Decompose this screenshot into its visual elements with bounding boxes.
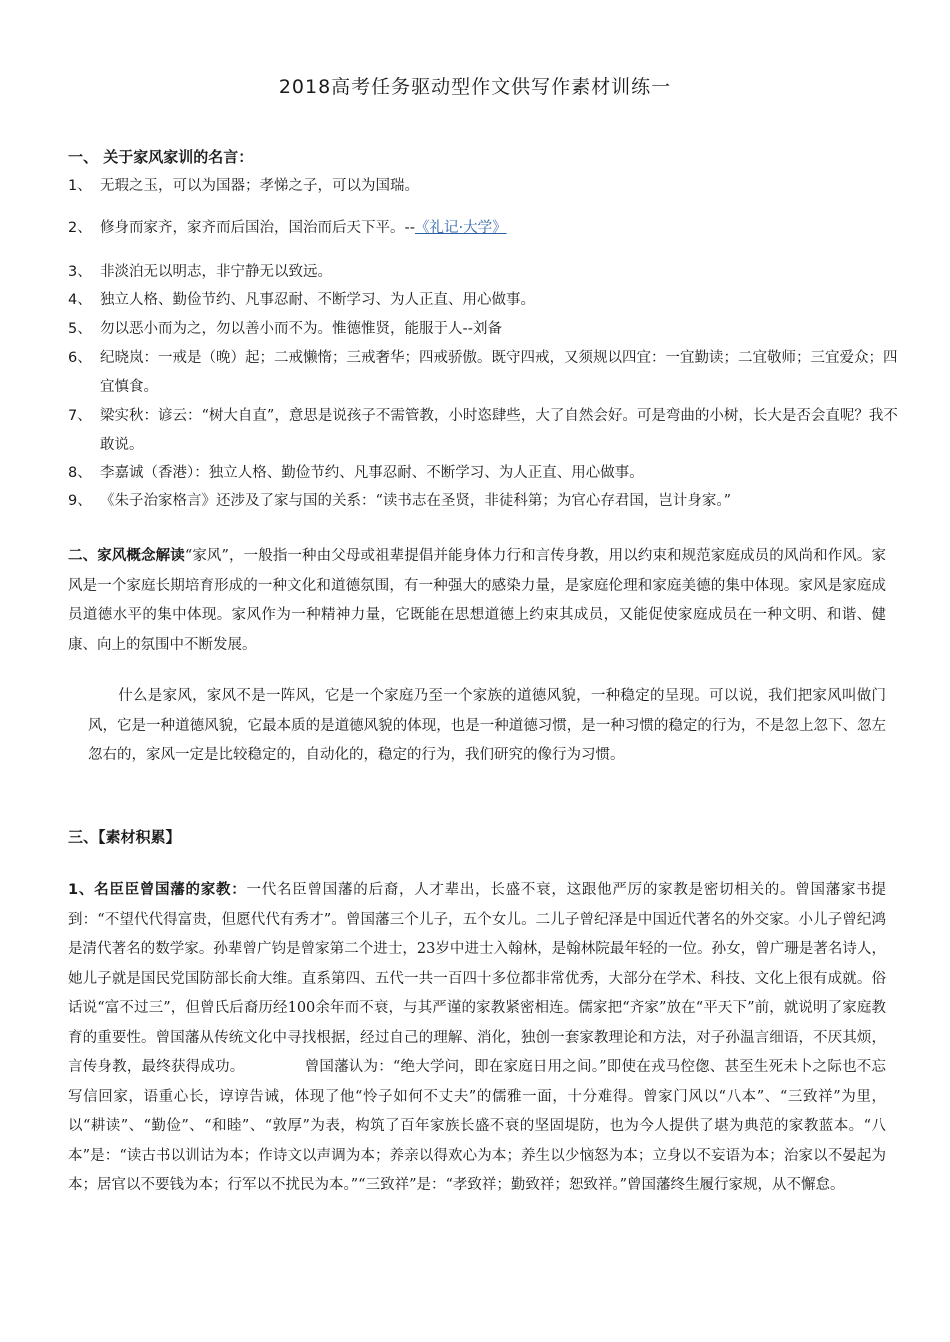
quote-number: 2、 <box>68 220 92 236</box>
quote-text: 无瑕之玉，可以为国器；孝悌之子，可以为国瑞。 <box>100 178 419 194</box>
quote-number: 1、 <box>68 178 92 194</box>
quote-number: 6、 <box>68 350 92 366</box>
document-title: 2018高考任务驱动型作文供写作素材训练一 <box>278 76 672 98</box>
section2-paragraph-2 <box>88 682 886 771</box>
quote-item <box>68 315 898 344</box>
quote-item <box>68 487 898 516</box>
quote-item <box>68 286 898 315</box>
quote-number: 9、 <box>68 493 92 509</box>
section2-body-2: 什么是家风，家风不是一阵风，它是一个家庭乃至一个家族的道德风貌，一种稳定的呈现。可以说，我们把家风叫做门风，它是一种道德风貌，它最本质的是道德风貌的体现，也是一种道德习惯，是一种习惯的稳定的行为，不是忽上忽下、忽左忽右的，家风一定是比较稳定的，自动化的，稳定的行为，我们研究的像行为习惯。 <box>88 688 886 763</box>
source-link[interactable]: 《礼记·大学》 <box>414 220 507 236</box>
quote-item <box>68 344 898 402</box>
quote-item <box>68 214 898 243</box>
quote-text: 梁实秋：谚云：“树大自直”，意思是说孩子不需管教，小时恣肆些，大了自然会好。可是弯曲的小树，长大是否会直呢？我不敢说。 <box>100 408 898 453</box>
quote-text: 勿以恶小而为之，勿以善小而不为。 <box>100 321 332 337</box>
section2-paragraph <box>68 542 886 660</box>
section1-heading: 一、 关于家风家训的名言： <box>68 148 254 166</box>
quote-text: 独立人格、勤俭节约、凡事忍耐、不断学习、为人正直、用心做事。 <box>100 292 535 308</box>
section3-heading: 三、【素材积累】 <box>68 828 181 846</box>
section2-body: “家风”，一般指一种由父母或祖辈提倡并能身体力行和言传身教，用以约束和规范家庭成员的风尚和作风。家风是一个家庭长期培育形成的一种文化和道德氛围，有一种强大的感染力量，是家庭伦理和家庭美德的集中体现。家风是家庭成员道德水平的集中体现。家风作为一种精神力量，它既能在思想道德上约束其成员，又能促使家庭成员在一种文明、和谐、健康、向上的氛围中不断发展。 <box>68 548 886 653</box>
quote-text: 李嘉诚（香港）：独立人格、勤俭节约、凡事忍耐、不断学习、为人正直、用心做事。 <box>100 465 644 481</box>
quote-text: 修身而家齐，家齐而后国治，国治而后天下平。-- <box>100 220 415 236</box>
quote-item <box>68 402 898 460</box>
material-item-heading: 1、名臣臣曾国藩的家教： <box>68 882 247 898</box>
quote-item <box>68 459 898 488</box>
quote-number: 8、 <box>68 465 92 481</box>
quote-item <box>68 172 898 201</box>
material-item-1 <box>68 876 886 1201</box>
quote-number: 3、 <box>68 264 92 280</box>
quote-text: 非淡泊无以明志，非宁静无以致远。 <box>100 264 332 280</box>
quote-item <box>68 258 898 287</box>
material-item-body: 一代名臣曾国藩的后裔，人才辈出，长盛不衰，这跟他严厉的家教是密切相关的。曾国藩家书提到：“不望代代得富贵，但愿代代有秀才”。曾国藩三个儿子，五个女儿。二儿子曾纪泽是中国近代著名的外交家。小儿子曾纪鸿是清代著名的数学家。孙辈曾广钧是曾家第二个进士，23岁中进士入翰林，是翰林院最年轻的一位。孙女，曾广珊是著名诗人，她儿子就是国民党国防部长俞大维。直系第四、五代一共一百四十多位都非常优秀，大部分在学术、科技、文化上很有成就。俗话说“富不过三”，但曾氏后裔历经100余年而不衰，与其严谨的家教紧密相连。儒家把“齐家”放在“平天下”前，就说明了家庭教育的重要性。曾国藩从传统文化中寻找根据，经过自己的理解、消化，独创一套家教理论和方法，对子孙温言细语，不厌其烦，言传身教，最终获得成功。 <box>68 882 886 1075</box>
quote-number: 4、 <box>68 292 92 308</box>
quote-text: 《朱子治家格言》还涉及了家与国的关系：“读书志在圣贤，非徒科第；为官心存君国，岂计身家。” <box>100 493 732 509</box>
quote-text: 惟德惟贤，能服于人--刘备 <box>332 321 502 337</box>
section2-heading: 二、家风概念解读 <box>68 548 185 564</box>
quote-number: 5、 <box>68 321 92 337</box>
quote-text: 纪晓岚：一戒是（晚）起；二戒懒惰；三戒奢华；四戒骄傲。既守四戒，又须规以四宜：一宜勤读；二宜敬师；三宜爱众；四宜慎食。 <box>100 350 898 395</box>
material-item-body-cont: 曾国藩认为：“绝大学问，即在家庭日用之间。”即使在戎马倥偬、甚至生死未卜之际也不忘写信回家，语重心长，谆谆告诫，体现了他“怜子如何不丈夫”的儒雅一面，十分难得。曾家门风以“八本”、“三致祥”为里，以“耕读”、“勤俭”、“和睦”、“敦厚”为表，构筑了百年家族长盛不衰的坚固堤防，也为今人提供了堪为典范的家教蓝本。“八本”是：“读古书以训诂为本；作诗文以声调为本；养亲以得欢心为本；养生以少恼怒为本；立身以不妄语为本；治家以不晏起为本；居官以不要钱为本；行军以不扰民为本。”“三致祥”是：“孝致祥；勤致祥；恕致祥。”曾国藩终生履行家规，从不懈怠。 <box>68 1059 887 1193</box>
quote-number: 7、 <box>68 408 92 424</box>
